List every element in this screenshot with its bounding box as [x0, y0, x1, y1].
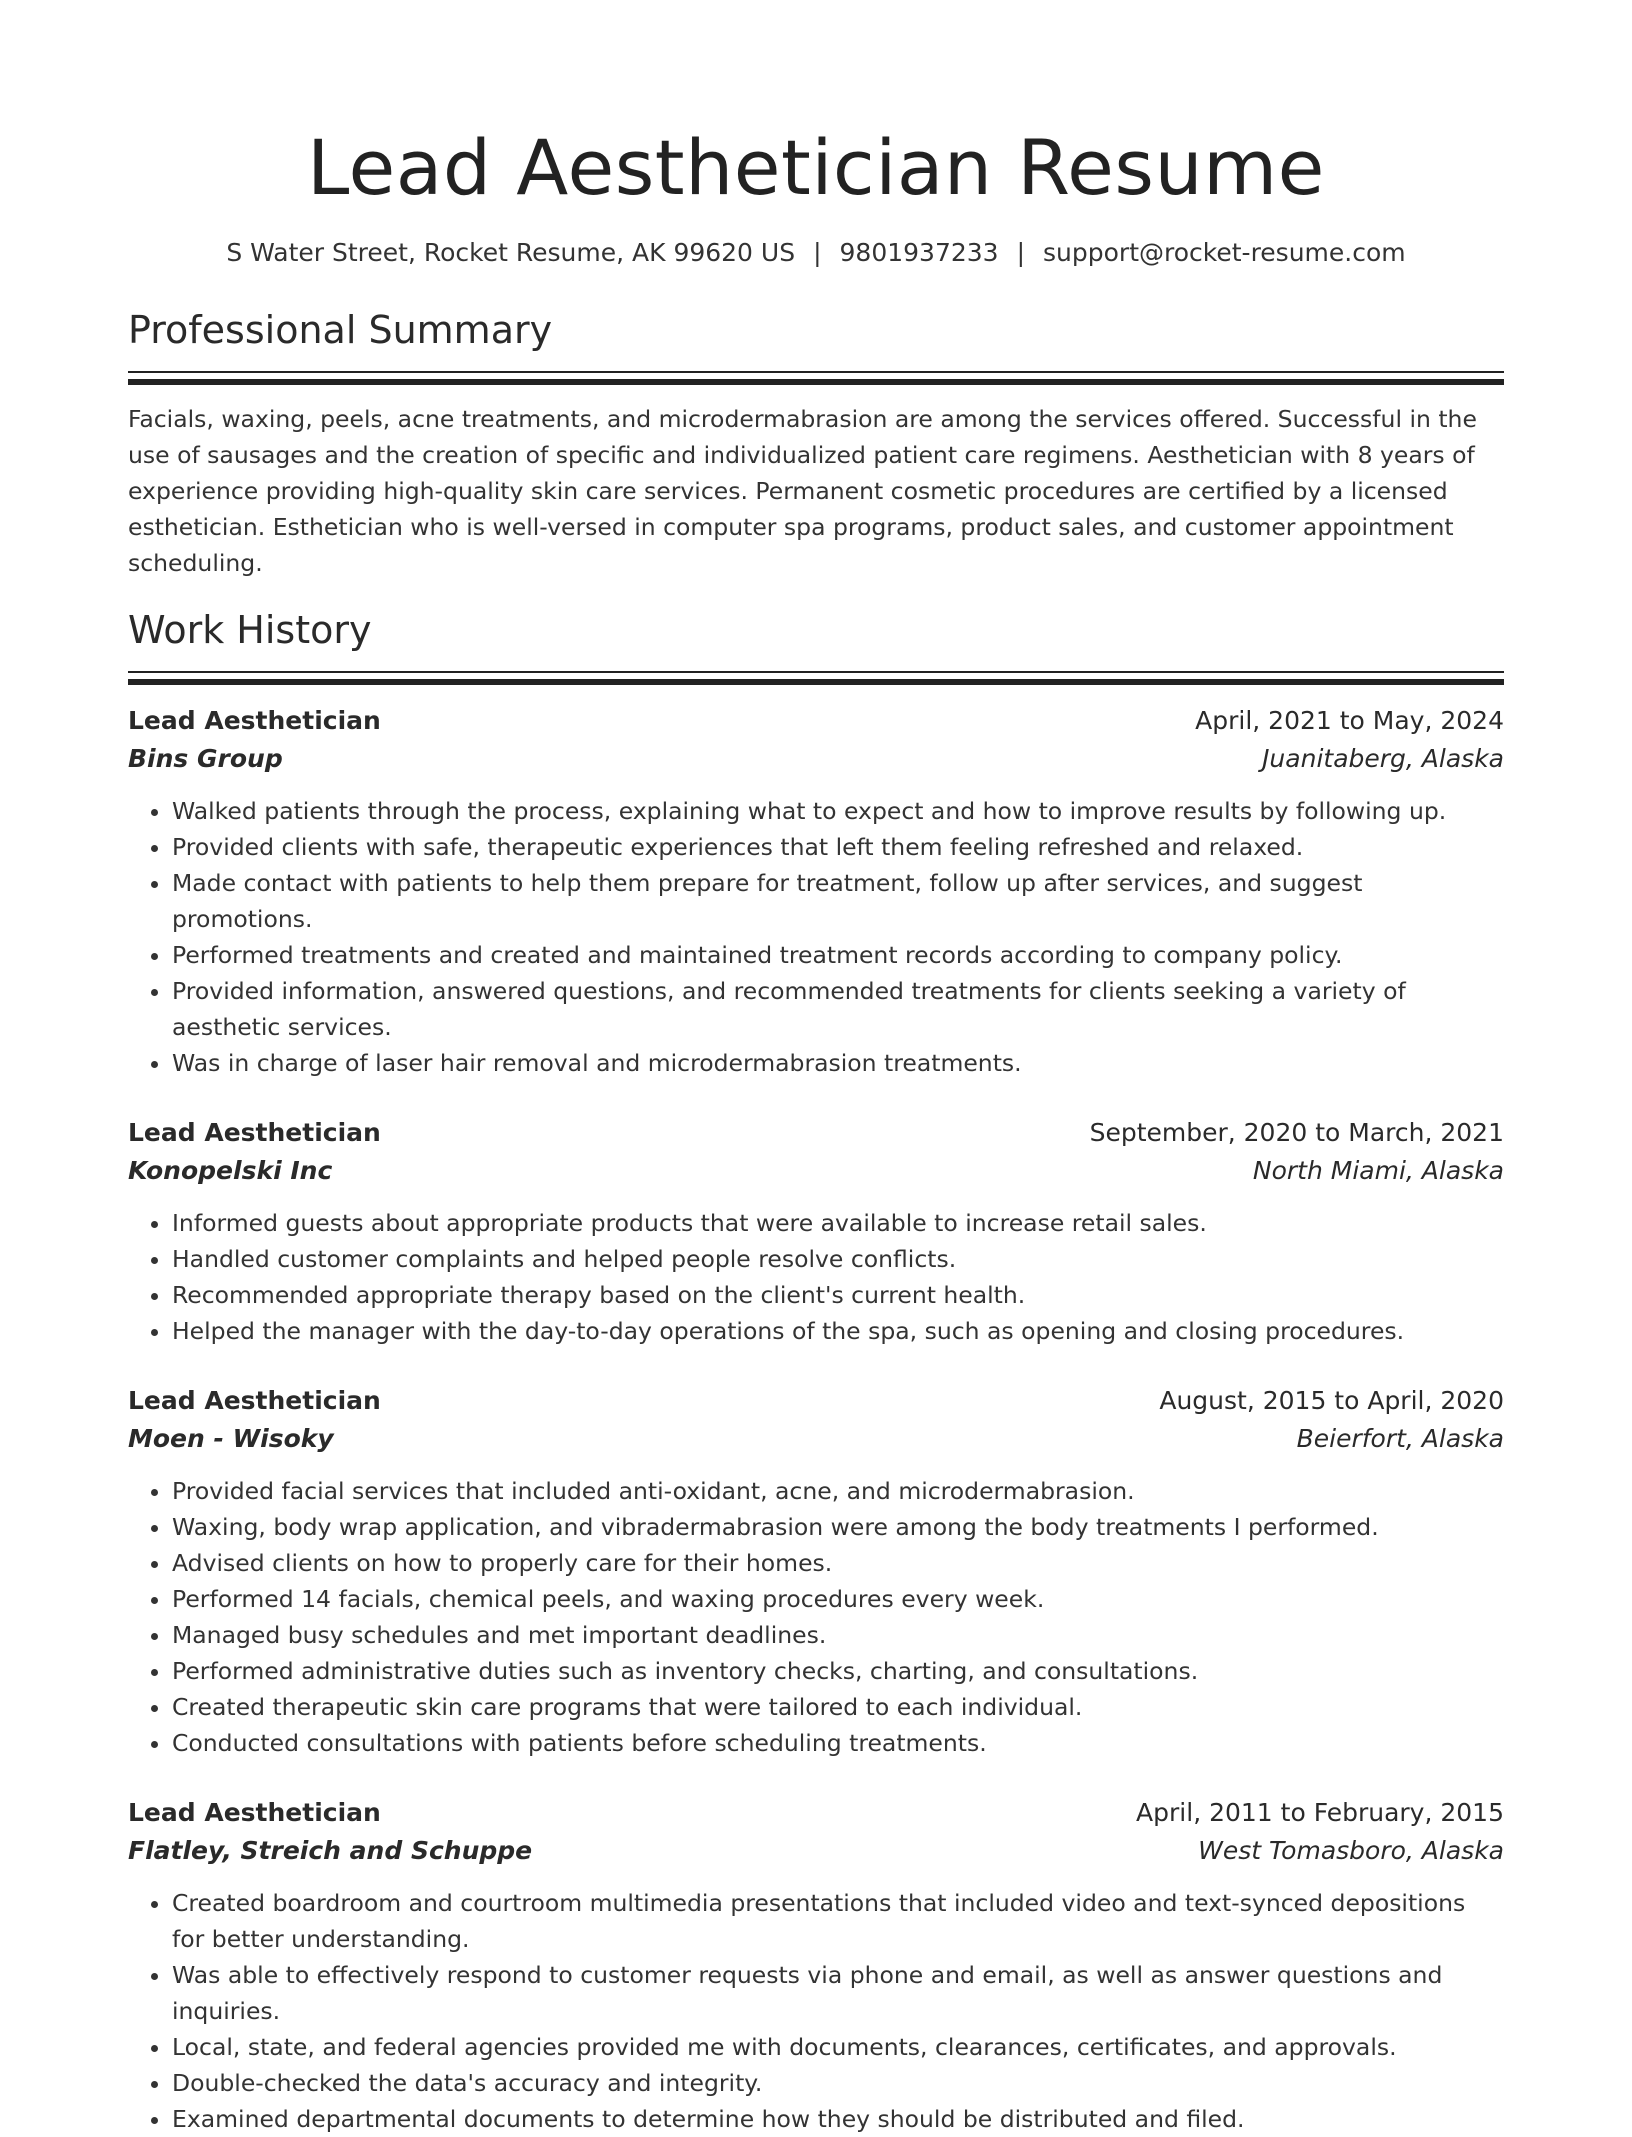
job-bullet: • Walked patients through the process, explaining what to expect and how to improve results by following up. [172, 793, 1504, 829]
job-company: Moen - Wisoky [128, 1424, 334, 1453]
job-location: West Tomasboro, Alaska [1198, 1836, 1504, 1865]
section-heading-summary: Professional Summary [128, 308, 553, 352]
job-bullet: • Provided clients with safe, therapeutic experiences that left them feeling refreshed and relaxed. [172, 829, 1504, 865]
job-company-row [128, 1833, 1504, 1869]
job-header-row [128, 701, 1504, 741]
job-bullet: • Performed 14 facials, chemical peels, and waxing procedures every week. [172, 1581, 1504, 1617]
job-bullet: • Local, state, and federal agencies provided me with documents, clearances, certificates, and approvals. [172, 2029, 1504, 2065]
job-bullet-list [128, 1205, 1504, 1349]
job-bullet: • Waxing, body wrap application, and vibradermabrasion were among the body treatments I performed. [172, 1509, 1504, 1545]
job-bullet: • Informed guests about appropriate products that were available to increase retail sales. [172, 1205, 1504, 1241]
job-bullet-list [128, 1473, 1504, 1761]
resume-page [128, 0, 1504, 2137]
job-bullet: • Performed administrative duties such as inventory checks, charting, and consultations. [172, 1653, 1504, 1689]
job-title: Lead Aesthetician [128, 1798, 381, 1827]
job-bullet: • Advised clients on how to properly care for their homes. [172, 1545, 1504, 1581]
section-divider-thick [128, 379, 1504, 385]
section-divider-thick [128, 679, 1504, 685]
job-location: Juanitaberg, Alaska [1262, 744, 1504, 773]
job-company: Flatley, Streich and Schuppe [128, 1836, 533, 1865]
contact-separator: | [813, 238, 822, 267]
job-bullet: • Managed busy schedules and met important deadlines. [172, 1617, 1504, 1653]
job-title: Lead Aesthetician [128, 706, 381, 735]
contact-address: S Water Street, Rocket Resume, AK 99620 US [226, 238, 796, 267]
job-entry [128, 1793, 1504, 2137]
job-header-row [128, 1381, 1504, 1421]
job-bullet-list [128, 793, 1504, 1081]
professional-summary-section [128, 307, 1504, 581]
job-bullet: • Made contact with patients to help them prepare for treatment, follow up after services, and suggest promotions. [172, 865, 1504, 937]
job-dates: April, 2011 to February, 2015 [1136, 1798, 1504, 1827]
section-divider [128, 671, 1504, 673]
job-bullet: • Handled customer complaints and helped people resolve conflicts. [172, 1241, 1504, 1277]
work-history-section [128, 607, 1504, 2137]
job-header-row [128, 1113, 1504, 1153]
contact-separator: | [1016, 238, 1026, 267]
contact-line [128, 236, 1504, 270]
job-company-row [128, 741, 1504, 777]
job-dates: September, 2020 to March, 2021 [1089, 1118, 1504, 1147]
section-heading-work: Work History [128, 608, 372, 652]
job-company-row [128, 1421, 1504, 1457]
job-bullet: • Provided facial services that included anti-oxidant, acne, and microdermabrasion. [172, 1473, 1504, 1509]
job-entry [128, 701, 1504, 1081]
job-list [128, 701, 1504, 2137]
job-bullet: • Helped the manager with the day-to-day operations of the spa, such as opening and closing procedures. [172, 1313, 1504, 1349]
job-bullet: • Conducted consultations with patients before scheduling treatments. [172, 1725, 1504, 1761]
job-location: North Miami, Alaska [1252, 1156, 1504, 1185]
job-bullet: • Was able to effectively respond to customer requests via phone and email, as well as answer questions and inquiries. [172, 1957, 1504, 2029]
job-company-row [128, 1153, 1504, 1189]
job-company: Konopelski Inc [128, 1156, 333, 1185]
job-header-row [128, 1793, 1504, 1833]
page-title: Lead Aesthetician Resume [307, 123, 1325, 212]
job-location: Beierfort, Alaska [1296, 1424, 1504, 1453]
job-company: Bins Group [128, 744, 283, 773]
job-bullet-list [128, 1885, 1504, 2137]
contact-email[interactable]: support@rocket-resume.com [1043, 238, 1406, 267]
job-dates: August, 2015 to April, 2020 [1159, 1386, 1504, 1415]
summary-text: Facials, waxing, peels, acne treatments, and microdermabrasion are among the services offered. Successful in the use of sausages and the creation of specific and individualized patient care regimens. Aesthetician with 8 years of experience providing high-quality skin care services. Permanent cosmetic procedures are certified by a licensed esthetician. Esthetician who is well-versed in computer spa programs, product sales, and customer appointment scheduling. [128, 405, 1477, 577]
job-bullet: • Double-checked the data's accuracy and integrity. [172, 2065, 1504, 2101]
contact-phone[interactable]: 9801937233 [839, 238, 999, 267]
job-title: Lead Aesthetician [128, 1386, 381, 1415]
job-bullet: • Created therapeutic skin care programs that were tailored to each individual. [172, 1689, 1504, 1725]
job-title: Lead Aesthetician [128, 1118, 381, 1147]
job-bullet: • Performed treatments and created and maintained treatment records according to company policy. [172, 937, 1504, 973]
job-bullet: • Provided information, answered questions, and recommended treatments for clients seeking a variety of aesthetic services. [172, 973, 1504, 1045]
job-bullet: • Examined departmental documents to determine how they should be distributed and filed. [172, 2101, 1504, 2137]
section-divider [128, 371, 1504, 373]
job-bullet: • Recommended appropriate therapy based on the client's current health. [172, 1277, 1504, 1313]
job-dates: April, 2021 to May, 2024 [1195, 706, 1504, 735]
job-bullet: • Was in charge of laser hair removal and microdermabrasion treatments. [172, 1045, 1504, 1081]
job-bullet: • Created boardroom and courtroom multimedia presentations that included video and text-synced depositions for better understanding. [172, 1885, 1504, 1957]
job-entry [128, 1381, 1504, 1761]
job-entry [128, 1113, 1504, 1349]
